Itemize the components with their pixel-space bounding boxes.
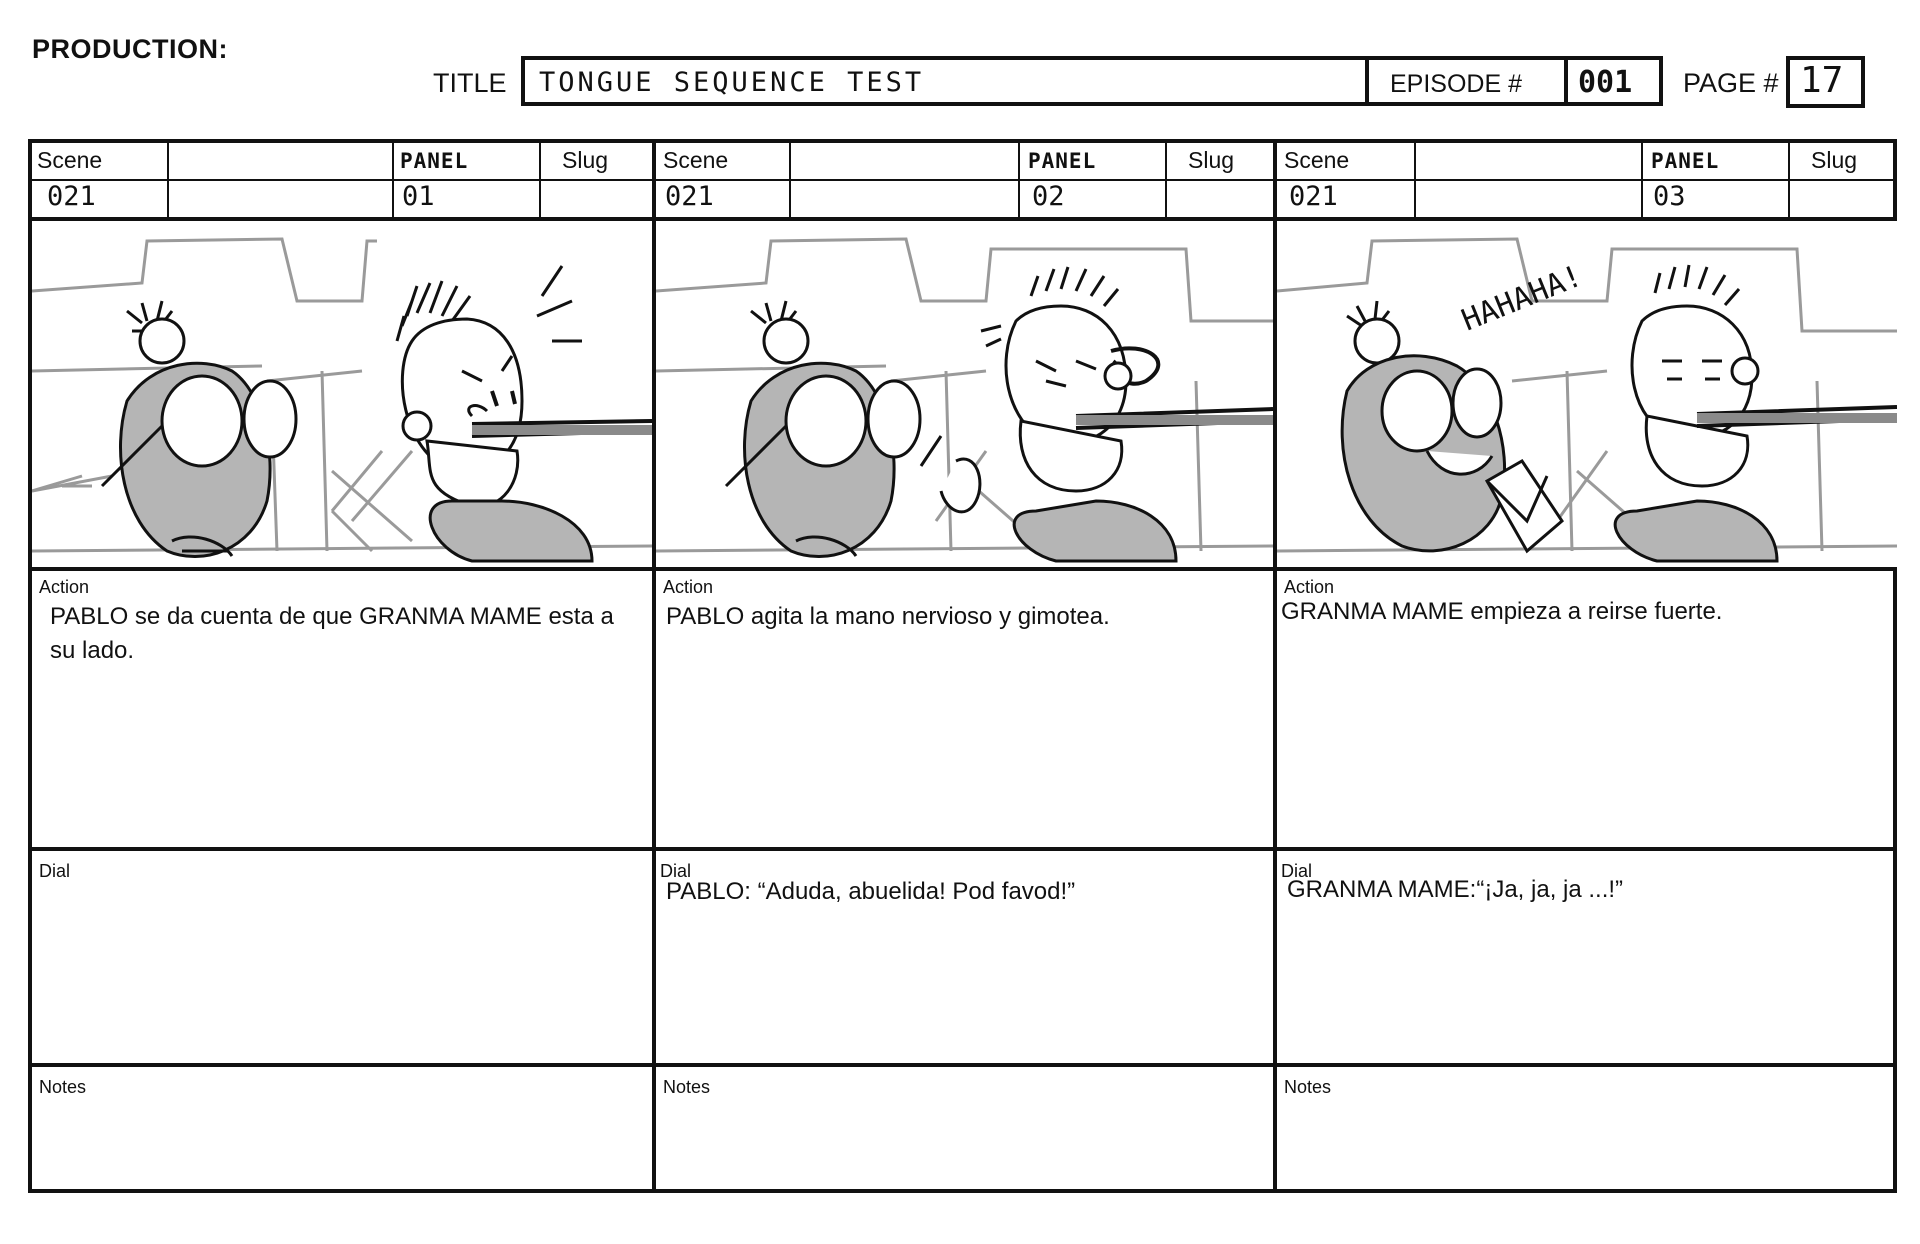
- sketch-frame: [1277, 221, 1897, 571]
- dial-label: Dial: [1281, 861, 1313, 881]
- slug-label: Slug: [562, 147, 609, 173]
- tongue: [472, 425, 652, 435]
- bun: [1355, 319, 1399, 363]
- slug-label: Slug: [1811, 147, 1858, 173]
- tongue: [1076, 415, 1273, 425]
- header-cell-divider: [1788, 143, 1790, 217]
- sketch-frame: [656, 221, 1273, 571]
- sketch-drawing: [1277, 221, 1897, 567]
- episode-divider: [1564, 56, 1568, 106]
- glasses-lens: [244, 381, 296, 457]
- sketch-frame: [32, 221, 652, 571]
- header-row-labels: [1277, 143, 1897, 181]
- scene-value: 021: [47, 181, 96, 212]
- scene-value: 021: [1289, 181, 1338, 212]
- bun: [140, 319, 184, 363]
- header-row-values: [32, 181, 652, 221]
- action-text: PABLO se da cuenta de que GRANMA MAME esta a su lado.: [50, 603, 614, 664]
- slug-label: Slug: [1188, 147, 1235, 173]
- notes-section: [656, 1071, 1273, 1189]
- ear: [1105, 363, 1131, 389]
- action-label: Action: [1284, 577, 1335, 597]
- panel-column-1: [32, 143, 652, 1189]
- sketch-drawing: [656, 221, 1273, 567]
- dial-section: [1277, 855, 1897, 1067]
- action-label: Action: [39, 577, 90, 597]
- dial-text: PABLO: “Aduda, abuelida! Pod favod!”: [666, 878, 1076, 905]
- header-row-values: [1277, 181, 1897, 221]
- page-value: 17: [1800, 60, 1844, 101]
- ear: [403, 412, 431, 440]
- header-cell-divider: [392, 143, 394, 217]
- glasses-lens: [786, 376, 866, 466]
- action-section: [656, 571, 1273, 851]
- page-label: PAGE #: [1683, 68, 1779, 98]
- scene-label: Scene: [1284, 147, 1350, 173]
- panel-label: PANEL: [400, 149, 469, 173]
- panel-label: PANEL: [1028, 149, 1097, 173]
- action-section: [1277, 571, 1897, 851]
- glasses-lens: [162, 376, 242, 466]
- panel-value: 01: [402, 181, 435, 212]
- action-label: Action: [663, 577, 714, 597]
- dial-section: [32, 855, 652, 1067]
- title-label: TITLE: [433, 68, 507, 98]
- episode-label: EPISODE #: [1390, 70, 1522, 98]
- action-section: [32, 571, 652, 851]
- dial-section: [656, 855, 1273, 1067]
- header-cell-divider: [1641, 143, 1643, 217]
- action-text: PABLO agita la mano nervioso y gimotea.: [666, 603, 1110, 630]
- panel-column-3: [1277, 143, 1897, 1189]
- page-box: [1786, 56, 1865, 108]
- notes-section: [1277, 1071, 1897, 1189]
- dial-label: Dial: [660, 861, 692, 881]
- header-row-values: [656, 181, 1273, 221]
- sketch-drawing: [32, 221, 652, 567]
- title-box: [521, 56, 1663, 106]
- action-text: GRANMA MAME empieza a reirse fuerte.: [1281, 598, 1723, 625]
- notes-section: [32, 1071, 652, 1189]
- panel-label: PANEL: [1651, 149, 1720, 173]
- dial-label: Dial: [39, 861, 71, 881]
- production-label: PRODUCTION:: [32, 34, 228, 64]
- panel-value: 03: [1653, 181, 1686, 212]
- ear: [1732, 358, 1758, 384]
- title-value: TONGUE SEQUENCE TEST: [539, 67, 925, 98]
- scene-value: 021: [665, 181, 714, 212]
- panel-value: 02: [1032, 181, 1065, 212]
- glasses-lens: [1382, 371, 1452, 451]
- header-row-labels: [32, 143, 652, 181]
- tongue: [1697, 413, 1897, 423]
- header-cell-divider: [539, 143, 541, 217]
- notes-label: Notes: [39, 1077, 87, 1097]
- episode-divider: [1365, 56, 1369, 106]
- glasses-lens: [868, 381, 920, 457]
- notes-label: Notes: [1284, 1077, 1332, 1097]
- notes-label: Notes: [663, 1077, 711, 1097]
- header-cell-divider: [167, 143, 169, 217]
- header-cell-divider: [1414, 143, 1416, 217]
- panel-column-2: [656, 143, 1273, 1189]
- header-cell-divider: [1165, 143, 1167, 217]
- dial-text: GRANMA MAME:“¡Ja, ja, ja ...!”: [1287, 876, 1624, 903]
- header-row-labels: [656, 143, 1273, 181]
- storyboard-grid: [28, 139, 1897, 1193]
- header-cell-divider: [1018, 143, 1020, 217]
- scene-label: Scene: [37, 147, 103, 173]
- episode-value: 001: [1578, 65, 1633, 100]
- glasses-lens: [1453, 369, 1501, 437]
- sketch-sfx-text: HAHAHA!: [1456, 258, 1588, 339]
- bun: [764, 319, 808, 363]
- scene-label: Scene: [663, 147, 729, 173]
- header-cell-divider: [789, 143, 791, 217]
